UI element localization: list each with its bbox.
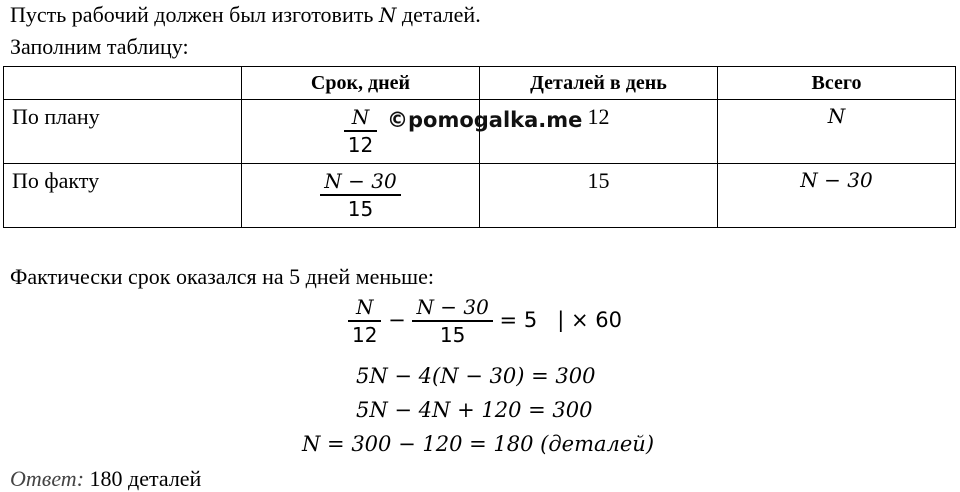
fraction-denominator: 15 xyxy=(347,197,374,221)
row-label: По плану xyxy=(4,100,242,164)
fraction-denominator: 15 xyxy=(439,323,466,347)
header-cell xyxy=(4,67,242,100)
fraction xyxy=(344,104,377,158)
table-header-row xyxy=(4,67,956,100)
fraction-denominator: 12 xyxy=(347,133,374,157)
data-table xyxy=(3,66,956,228)
total-cell: N xyxy=(718,100,956,164)
equation-1 xyxy=(348,294,622,348)
per-day-cell: 15 xyxy=(480,164,718,228)
total-cell: N − 30 xyxy=(718,164,956,228)
intro-line-1 xyxy=(10,2,481,28)
header-cell-term: Срок, дней xyxy=(242,67,480,100)
intro-text: Пусть рабочий должен был изготовить xyxy=(10,2,379,27)
fraction xyxy=(320,168,400,222)
watermark: ©pomogalka.me xyxy=(387,108,583,132)
header-cell-total: Всего xyxy=(718,67,956,100)
answer-line xyxy=(10,466,201,492)
fraction-numerator: N − 30 xyxy=(324,169,397,193)
fraction-numerator: N − 30 xyxy=(416,295,489,319)
fraction xyxy=(348,294,381,348)
answer-label: Ответ: xyxy=(10,466,85,491)
table-row xyxy=(4,164,956,228)
equation-2: 5N − 4(N − 30) = 300 xyxy=(356,364,596,388)
intro-line-2: Заполним таблицу: xyxy=(10,34,189,59)
fraction-numerator: N xyxy=(355,295,374,319)
per-day-cell: 12 xyxy=(480,100,718,164)
minus-sign: − xyxy=(388,308,406,332)
fraction-numerator: N xyxy=(351,105,370,129)
term-cell xyxy=(242,164,480,228)
answer-text: 180 деталей xyxy=(84,466,202,491)
header-cell-per-day: Деталей в день xyxy=(480,67,718,100)
intro-text-end: деталей. xyxy=(396,2,481,27)
variable-n: N xyxy=(378,3,397,27)
fraction-denominator: 12 xyxy=(352,323,378,347)
row-label: По факту xyxy=(4,164,242,228)
equation-4: N = 300 − 120 = 180 (деталей) xyxy=(302,432,655,456)
fact-line: Фактически срок оказался на 5 дней меньше: xyxy=(10,264,434,289)
equation-3: 5N − 4N + 120 = 300 xyxy=(356,398,593,422)
equation-rhs: = 5 | × 60 xyxy=(499,308,622,332)
fraction xyxy=(412,294,492,348)
